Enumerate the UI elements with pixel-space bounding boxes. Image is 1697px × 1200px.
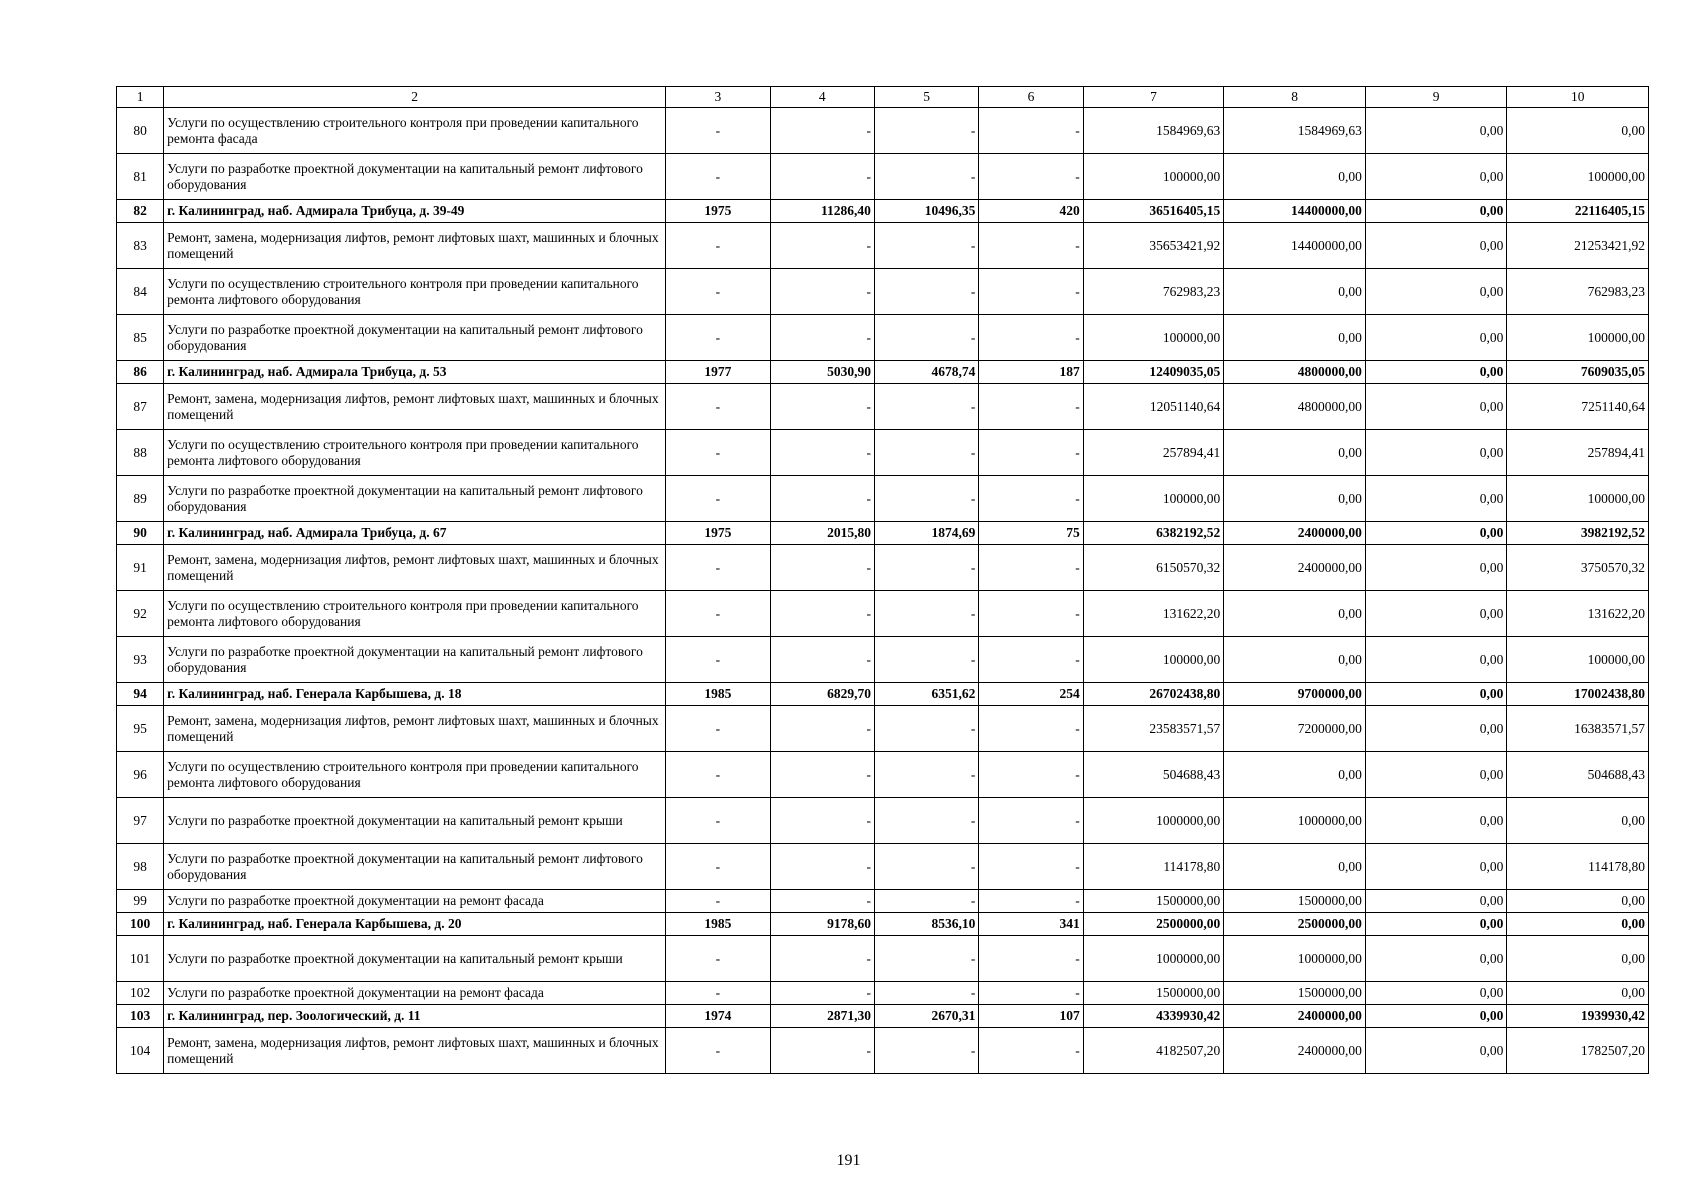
header-cell-3: 3 xyxy=(666,87,770,108)
cost-col-10-cell: 22116405,15 xyxy=(1507,200,1649,223)
cost-col-9-cell: 0,00 xyxy=(1365,108,1507,154)
cost-col-9-cell: 0,00 xyxy=(1365,752,1507,798)
row-number-cell: 96 xyxy=(117,752,164,798)
residents-count-cell: - xyxy=(979,154,1083,200)
cost-col-8-cell: 9700000,00 xyxy=(1224,683,1366,706)
residents-count-cell: - xyxy=(979,890,1083,913)
address-row xyxy=(117,361,1649,384)
cost-col-10-cell: 3750570,32 xyxy=(1507,545,1649,591)
row-number-cell: 87 xyxy=(117,384,164,430)
commission-year-cell: 1975 xyxy=(666,522,770,545)
total-area-cell: - xyxy=(770,384,874,430)
total-cost-cell: 35653421,92 xyxy=(1083,223,1224,269)
residents-count-cell: - xyxy=(979,384,1083,430)
work-description-cell: Услуги по разработке проектной документации на капитальный ремонт крыши xyxy=(164,798,666,844)
residents-count-cell: - xyxy=(979,982,1083,1005)
work-description-cell: Услуги по разработке проектной документации на ремонт фасада xyxy=(164,982,666,1005)
cost-col-10-cell: 0,00 xyxy=(1507,108,1649,154)
work-description-cell: Услуги по осуществлению строительного контроля при проведении капитального ремонта фасада xyxy=(164,108,666,154)
residents-count-cell: 420 xyxy=(979,200,1083,223)
cost-col-9-cell: 0,00 xyxy=(1365,936,1507,982)
total-cost-cell: 12051140,64 xyxy=(1083,384,1224,430)
living-area-cell: 6351,62 xyxy=(874,683,978,706)
cost-col-9-cell: 0,00 xyxy=(1365,591,1507,637)
row-number-cell: 97 xyxy=(117,798,164,844)
cost-col-9-cell: 0,00 xyxy=(1365,154,1507,200)
commission-year-cell: - xyxy=(666,476,770,522)
total-cost-cell: 12409035,05 xyxy=(1083,361,1224,384)
work-row xyxy=(117,1028,1649,1074)
cost-col-9-cell: 0,00 xyxy=(1365,890,1507,913)
commission-year-cell: - xyxy=(666,982,770,1005)
total-cost-cell: 4182507,20 xyxy=(1083,1028,1224,1074)
header-cell-2: 2 xyxy=(164,87,666,108)
work-row xyxy=(117,315,1649,361)
work-description-cell: Ремонт, замена, модернизация лифтов, ремонт лифтовых шахт, машинных и блочных помещений xyxy=(164,1028,666,1074)
cost-col-8-cell: 0,00 xyxy=(1224,269,1366,315)
total-cost-cell: 762983,23 xyxy=(1083,269,1224,315)
residents-count-cell: - xyxy=(979,269,1083,315)
residents-count-cell: - xyxy=(979,545,1083,591)
work-row xyxy=(117,545,1649,591)
residents-count-cell: - xyxy=(979,476,1083,522)
living-area-cell: - xyxy=(874,752,978,798)
address-row xyxy=(117,683,1649,706)
commission-year-cell: - xyxy=(666,890,770,913)
row-number-cell: 99 xyxy=(117,890,164,913)
commission-year-cell: - xyxy=(666,637,770,683)
living-area-cell: - xyxy=(874,798,978,844)
cost-col-8-cell: 2400000,00 xyxy=(1224,1028,1366,1074)
residents-count-cell: - xyxy=(979,591,1083,637)
cost-col-9-cell: 0,00 xyxy=(1365,522,1507,545)
cost-col-8-cell: 2400000,00 xyxy=(1224,545,1366,591)
total-area-cell: - xyxy=(770,890,874,913)
work-row xyxy=(117,269,1649,315)
work-description-cell: Ремонт, замена, модернизация лифтов, ремонт лифтовых шахт, машинных и блочных помещений xyxy=(164,384,666,430)
cost-col-10-cell: 0,00 xyxy=(1507,936,1649,982)
commission-year-cell: - xyxy=(666,154,770,200)
header-cell-4: 4 xyxy=(770,87,874,108)
header-cell-6: 6 xyxy=(979,87,1083,108)
cost-col-9-cell: 0,00 xyxy=(1365,683,1507,706)
cost-col-10-cell: 100000,00 xyxy=(1507,315,1649,361)
total-cost-cell: 1500000,00 xyxy=(1083,982,1224,1005)
cost-col-8-cell: 4800000,00 xyxy=(1224,361,1366,384)
repair-program-table xyxy=(116,86,1649,1074)
row-number-cell: 92 xyxy=(117,591,164,637)
commission-year-cell: 1977 xyxy=(666,361,770,384)
cost-col-10-cell: 0,00 xyxy=(1507,798,1649,844)
living-area-cell: 2670,31 xyxy=(874,1005,978,1028)
total-area-cell: - xyxy=(770,936,874,982)
cost-col-10-cell: 7251140,64 xyxy=(1507,384,1649,430)
living-area-cell: - xyxy=(874,1028,978,1074)
cost-col-9-cell: 0,00 xyxy=(1365,315,1507,361)
commission-year-cell: - xyxy=(666,384,770,430)
total-area-cell: - xyxy=(770,591,874,637)
living-area-cell: - xyxy=(874,108,978,154)
cost-col-9-cell: 0,00 xyxy=(1365,982,1507,1005)
work-description-cell: Ремонт, замена, модернизация лифтов, ремонт лифтовых шахт, машинных и блочных помещений xyxy=(164,706,666,752)
total-area-cell: - xyxy=(770,752,874,798)
living-area-cell: - xyxy=(874,384,978,430)
work-row xyxy=(117,890,1649,913)
work-row xyxy=(117,154,1649,200)
total-area-cell: - xyxy=(770,476,874,522)
total-cost-cell: 2500000,00 xyxy=(1083,913,1224,936)
total-area-cell: - xyxy=(770,844,874,890)
cost-col-8-cell: 0,00 xyxy=(1224,430,1366,476)
row-number-cell: 81 xyxy=(117,154,164,200)
cost-col-10-cell: 0,00 xyxy=(1507,913,1649,936)
row-number-cell: 91 xyxy=(117,545,164,591)
commission-year-cell: - xyxy=(666,798,770,844)
total-area-cell: - xyxy=(770,223,874,269)
work-description-cell: г. Калининград, наб. Адмирала Трибуца, д. 53 xyxy=(164,361,666,384)
work-row xyxy=(117,223,1649,269)
work-description-cell: Услуги по осуществлению строительного контроля при проведении капитального ремонта лифтового оборудования xyxy=(164,752,666,798)
row-number-cell: 103 xyxy=(117,1005,164,1028)
total-cost-cell: 100000,00 xyxy=(1083,476,1224,522)
cost-col-8-cell: 0,00 xyxy=(1224,752,1366,798)
row-number-cell: 84 xyxy=(117,269,164,315)
work-row xyxy=(117,476,1649,522)
row-number-cell: 85 xyxy=(117,315,164,361)
living-area-cell: - xyxy=(874,476,978,522)
work-row xyxy=(117,706,1649,752)
total-cost-cell: 6382192,52 xyxy=(1083,522,1224,545)
commission-year-cell: - xyxy=(666,269,770,315)
commission-year-cell: - xyxy=(666,1028,770,1074)
cost-col-10-cell: 257894,41 xyxy=(1507,430,1649,476)
living-area-cell: - xyxy=(874,637,978,683)
work-description-cell: Ремонт, замена, модернизация лифтов, ремонт лифтовых шахт, машинных и блочных помещений xyxy=(164,545,666,591)
work-description-cell: г. Калининград, наб. Генерала Карбышева, д. 20 xyxy=(164,913,666,936)
cost-col-9-cell: 0,00 xyxy=(1365,637,1507,683)
cost-col-9-cell: 0,00 xyxy=(1365,1005,1507,1028)
total-area-cell: - xyxy=(770,1028,874,1074)
work-row xyxy=(117,798,1649,844)
commission-year-cell: 1974 xyxy=(666,1005,770,1028)
commission-year-cell: 1985 xyxy=(666,683,770,706)
total-cost-cell: 504688,43 xyxy=(1083,752,1224,798)
total-cost-cell: 100000,00 xyxy=(1083,637,1224,683)
work-description-cell: Услуги по осуществлению строительного контроля при проведении капитального ремонта лифтового оборудования xyxy=(164,269,666,315)
cost-col-10-cell: 3982192,52 xyxy=(1507,522,1649,545)
row-number-cell: 80 xyxy=(117,108,164,154)
cost-col-8-cell: 1500000,00 xyxy=(1224,890,1366,913)
work-row xyxy=(117,844,1649,890)
cost-col-9-cell: 0,00 xyxy=(1365,430,1507,476)
work-row xyxy=(117,936,1649,982)
commission-year-cell: - xyxy=(666,844,770,890)
residents-count-cell: 341 xyxy=(979,913,1083,936)
total-cost-cell: 1000000,00 xyxy=(1083,798,1224,844)
cost-col-8-cell: 14400000,00 xyxy=(1224,200,1366,223)
work-description-cell: Услуги по разработке проектной документации на капитальный ремонт лифтового оборудования xyxy=(164,844,666,890)
living-area-cell: - xyxy=(874,706,978,752)
living-area-cell: - xyxy=(874,936,978,982)
residents-count-cell: - xyxy=(979,108,1083,154)
residents-count-cell: - xyxy=(979,430,1083,476)
cost-col-9-cell: 0,00 xyxy=(1365,798,1507,844)
commission-year-cell: - xyxy=(666,545,770,591)
cost-col-8-cell: 0,00 xyxy=(1224,315,1366,361)
commission-year-cell: - xyxy=(666,223,770,269)
cost-col-9-cell: 0,00 xyxy=(1365,269,1507,315)
work-row xyxy=(117,637,1649,683)
living-area-cell: - xyxy=(874,890,978,913)
cost-col-9-cell: 0,00 xyxy=(1365,844,1507,890)
total-area-cell: - xyxy=(770,154,874,200)
living-area-cell: 1874,69 xyxy=(874,522,978,545)
commission-year-cell: - xyxy=(666,430,770,476)
cost-col-10-cell: 762983,23 xyxy=(1507,269,1649,315)
living-area-cell: - xyxy=(874,844,978,890)
total-area-cell: - xyxy=(770,430,874,476)
living-area-cell: - xyxy=(874,315,978,361)
cost-col-9-cell: 0,00 xyxy=(1365,1028,1507,1074)
total-cost-cell: 4339930,42 xyxy=(1083,1005,1224,1028)
row-number-cell: 98 xyxy=(117,844,164,890)
residents-count-cell: - xyxy=(979,844,1083,890)
cost-col-10-cell: 131622,20 xyxy=(1507,591,1649,637)
address-row xyxy=(117,200,1649,223)
residents-count-cell: - xyxy=(979,315,1083,361)
row-number-cell: 82 xyxy=(117,200,164,223)
work-row xyxy=(117,108,1649,154)
cost-col-10-cell: 0,00 xyxy=(1507,890,1649,913)
total-cost-cell: 23583571,57 xyxy=(1083,706,1224,752)
header-cell-8: 8 xyxy=(1224,87,1366,108)
row-number-cell: 88 xyxy=(117,430,164,476)
total-area-cell: - xyxy=(770,798,874,844)
header-cell-1: 1 xyxy=(117,87,164,108)
total-cost-cell: 257894,41 xyxy=(1083,430,1224,476)
cost-col-9-cell: 0,00 xyxy=(1365,913,1507,936)
address-row xyxy=(117,522,1649,545)
cost-col-8-cell: 0,00 xyxy=(1224,844,1366,890)
residents-count-cell: - xyxy=(979,223,1083,269)
total-cost-cell: 1000000,00 xyxy=(1083,936,1224,982)
total-area-cell: 9178,60 xyxy=(770,913,874,936)
row-number-cell: 101 xyxy=(117,936,164,982)
work-row xyxy=(117,384,1649,430)
total-area-cell: 11286,40 xyxy=(770,200,874,223)
work-description-cell: г. Калининград, наб. Адмирала Трибуца, д. 39-49 xyxy=(164,200,666,223)
cost-col-8-cell: 1000000,00 xyxy=(1224,936,1366,982)
total-cost-cell: 100000,00 xyxy=(1083,154,1224,200)
living-area-cell: - xyxy=(874,545,978,591)
cost-col-8-cell: 0,00 xyxy=(1224,637,1366,683)
cost-col-9-cell: 0,00 xyxy=(1365,384,1507,430)
cost-col-10-cell: 16383571,57 xyxy=(1507,706,1649,752)
row-number-cell: 83 xyxy=(117,223,164,269)
cost-col-10-cell: 1939930,42 xyxy=(1507,1005,1649,1028)
cost-col-9-cell: 0,00 xyxy=(1365,200,1507,223)
cost-col-10-cell: 1782507,20 xyxy=(1507,1028,1649,1074)
living-area-cell: - xyxy=(874,982,978,1005)
header-cell-7: 7 xyxy=(1083,87,1224,108)
total-area-cell: - xyxy=(770,269,874,315)
work-row xyxy=(117,591,1649,637)
cost-col-10-cell: 504688,43 xyxy=(1507,752,1649,798)
cost-col-8-cell: 1584969,63 xyxy=(1224,108,1366,154)
cost-col-8-cell: 1500000,00 xyxy=(1224,982,1366,1005)
total-area-cell: 6829,70 xyxy=(770,683,874,706)
cost-col-8-cell: 2400000,00 xyxy=(1224,522,1366,545)
work-description-cell: Услуги по разработке проектной документации на капитальный ремонт лифтового оборудования xyxy=(164,315,666,361)
header-cell-5: 5 xyxy=(874,87,978,108)
work-description-cell: Услуги по разработке проектной документации на ремонт фасада xyxy=(164,890,666,913)
cost-col-9-cell: 0,00 xyxy=(1365,361,1507,384)
row-number-cell: 100 xyxy=(117,913,164,936)
commission-year-cell: - xyxy=(666,936,770,982)
work-row xyxy=(117,430,1649,476)
total-cost-cell: 6150570,32 xyxy=(1083,545,1224,591)
commission-year-cell: - xyxy=(666,706,770,752)
row-number-cell: 89 xyxy=(117,476,164,522)
total-area-cell: - xyxy=(770,706,874,752)
cost-col-8-cell: 2400000,00 xyxy=(1224,1005,1366,1028)
cost-col-8-cell: 0,00 xyxy=(1224,154,1366,200)
commission-year-cell: - xyxy=(666,108,770,154)
cost-col-9-cell: 0,00 xyxy=(1365,223,1507,269)
work-row xyxy=(117,982,1649,1005)
cost-col-10-cell: 7609035,05 xyxy=(1507,361,1649,384)
cost-col-8-cell: 4800000,00 xyxy=(1224,384,1366,430)
cost-col-9-cell: 0,00 xyxy=(1365,545,1507,591)
work-description-cell: г. Калининград, пер. Зоологический, д. 11 xyxy=(164,1005,666,1028)
total-area-cell: - xyxy=(770,637,874,683)
work-description-cell: Услуги по осуществлению строительного контроля при проведении капитального ремонта лифтового оборудования xyxy=(164,430,666,476)
work-row xyxy=(117,752,1649,798)
row-number-cell: 95 xyxy=(117,706,164,752)
total-cost-cell: 1500000,00 xyxy=(1083,890,1224,913)
work-description-cell: Услуги по разработке проектной документации на капитальный ремонт лифтового оборудования xyxy=(164,154,666,200)
cost-col-8-cell: 1000000,00 xyxy=(1224,798,1366,844)
total-area-cell: - xyxy=(770,545,874,591)
row-number-cell: 102 xyxy=(117,982,164,1005)
total-cost-cell: 26702438,80 xyxy=(1083,683,1224,706)
total-cost-cell: 1584969,63 xyxy=(1083,108,1224,154)
commission-year-cell: - xyxy=(666,315,770,361)
living-area-cell: - xyxy=(874,430,978,476)
row-number-cell: 94 xyxy=(117,683,164,706)
living-area-cell: 4678,74 xyxy=(874,361,978,384)
work-description-cell: Услуги по разработке проектной документации на капитальный ремонт крыши xyxy=(164,936,666,982)
living-area-cell: - xyxy=(874,223,978,269)
total-cost-cell: 36516405,15 xyxy=(1083,200,1224,223)
column-number-header xyxy=(117,87,1649,108)
residents-count-cell: - xyxy=(979,637,1083,683)
residents-count-cell: - xyxy=(979,798,1083,844)
work-description-cell: г. Калининград, наб. Адмирала Трибуца, д. 67 xyxy=(164,522,666,545)
living-area-cell: 10496,35 xyxy=(874,200,978,223)
commission-year-cell: - xyxy=(666,591,770,637)
cost-col-8-cell: 7200000,00 xyxy=(1224,706,1366,752)
cost-col-10-cell: 114178,80 xyxy=(1507,844,1649,890)
residents-count-cell: 187 xyxy=(979,361,1083,384)
living-area-cell: 8536,10 xyxy=(874,913,978,936)
residents-count-cell: 107 xyxy=(979,1005,1083,1028)
row-number-cell: 104 xyxy=(117,1028,164,1074)
total-area-cell: - xyxy=(770,315,874,361)
cost-col-8-cell: 0,00 xyxy=(1224,591,1366,637)
cost-col-8-cell: 2500000,00 xyxy=(1224,913,1366,936)
total-cost-cell: 131622,20 xyxy=(1083,591,1224,637)
total-area-cell: - xyxy=(770,108,874,154)
work-description-cell: Услуги по разработке проектной документации на капитальный ремонт лифтового оборудования xyxy=(164,637,666,683)
header-cell-10: 10 xyxy=(1507,87,1649,108)
residents-count-cell: 254 xyxy=(979,683,1083,706)
cost-col-10-cell: 17002438,80 xyxy=(1507,683,1649,706)
residents-count-cell: - xyxy=(979,936,1083,982)
total-area-cell: 2871,30 xyxy=(770,1005,874,1028)
total-area-cell: 2015,80 xyxy=(770,522,874,545)
residents-count-cell: - xyxy=(979,752,1083,798)
cost-col-10-cell: 100000,00 xyxy=(1507,637,1649,683)
address-row xyxy=(117,913,1649,936)
work-description-cell: Ремонт, замена, модернизация лифтов, ремонт лифтовых шахт, машинных и блочных помещений xyxy=(164,223,666,269)
residents-count-cell: 75 xyxy=(979,522,1083,545)
total-cost-cell: 114178,80 xyxy=(1083,844,1224,890)
total-cost-cell: 100000,00 xyxy=(1083,315,1224,361)
cost-col-10-cell: 100000,00 xyxy=(1507,476,1649,522)
cost-col-8-cell: 14400000,00 xyxy=(1224,223,1366,269)
commission-year-cell: 1975 xyxy=(666,200,770,223)
work-description-cell: г. Калининград, наб. Генерала Карбышева, д. 18 xyxy=(164,683,666,706)
cost-col-10-cell: 100000,00 xyxy=(1507,154,1649,200)
header-cell-9: 9 xyxy=(1365,87,1507,108)
work-description-cell: Услуги по осуществлению строительного контроля при проведении капитального ремонта лифтового оборудования xyxy=(164,591,666,637)
cost-col-8-cell: 0,00 xyxy=(1224,476,1366,522)
cost-col-10-cell: 0,00 xyxy=(1507,982,1649,1005)
commission-year-cell: - xyxy=(666,752,770,798)
cost-col-9-cell: 0,00 xyxy=(1365,706,1507,752)
total-area-cell: 5030,90 xyxy=(770,361,874,384)
row-number-cell: 86 xyxy=(117,361,164,384)
row-number-cell: 90 xyxy=(117,522,164,545)
work-description-cell: Услуги по разработке проектной документации на капитальный ремонт лифтового оборудования xyxy=(164,476,666,522)
living-area-cell: - xyxy=(874,269,978,315)
cost-col-10-cell: 21253421,92 xyxy=(1507,223,1649,269)
residents-count-cell: - xyxy=(979,1028,1083,1074)
address-row xyxy=(117,1005,1649,1028)
cost-col-9-cell: 0,00 xyxy=(1365,476,1507,522)
page-number: 191 xyxy=(836,1152,861,1169)
commission-year-cell: 1985 xyxy=(666,913,770,936)
living-area-cell: - xyxy=(874,154,978,200)
total-area-cell: - xyxy=(770,982,874,1005)
living-area-cell: - xyxy=(874,591,978,637)
row-number-cell: 93 xyxy=(117,637,164,683)
residents-count-cell: - xyxy=(979,706,1083,752)
